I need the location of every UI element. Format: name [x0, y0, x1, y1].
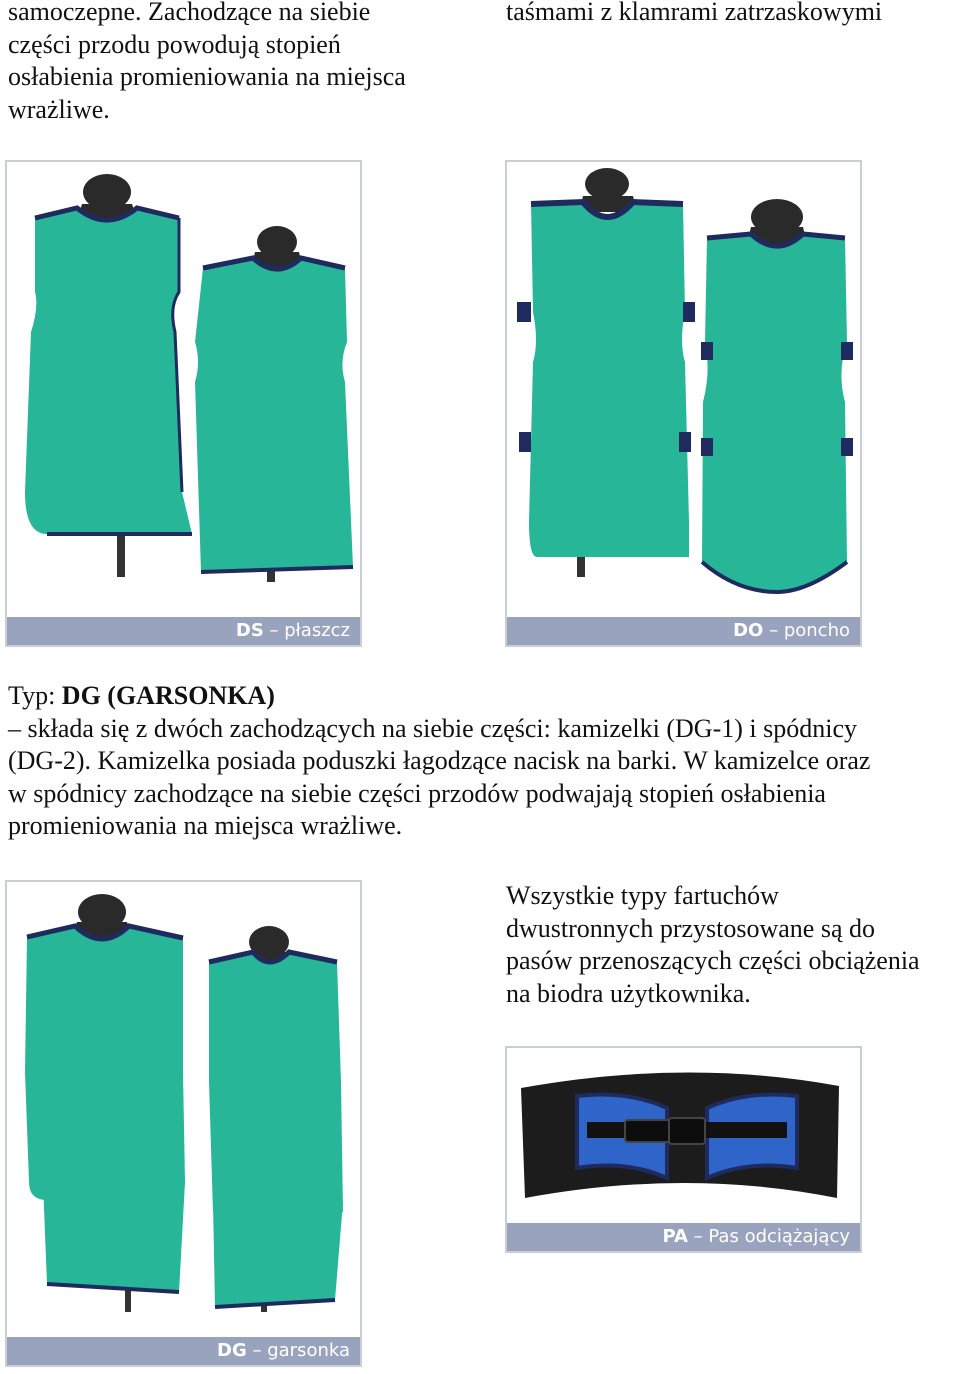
caption-code: DO	[733, 620, 764, 641]
text-line: na biodra użytkownika.	[506, 978, 751, 1008]
caption-separator: –	[269, 620, 279, 641]
photo-pa	[505, 1046, 862, 1253]
apron-dg-image	[7, 882, 362, 1342]
caption-separator: –	[693, 1226, 703, 1247]
caption-dg	[7, 1337, 360, 1365]
text-line: wrażliwe.	[8, 94, 110, 124]
text-line: – składa się z dwóch zachodzących na siebie części: kamizelki (DG-1) i spódnicy	[8, 713, 857, 743]
caption-code: DG	[217, 1340, 247, 1361]
belt-paragraph	[506, 880, 958, 1010]
caption-separator: –	[252, 1340, 262, 1361]
caption-do	[507, 617, 860, 645]
belt-pa-image	[507, 1048, 862, 1228]
text-line: Wszystkie typy fartuchów	[506, 881, 779, 910]
caption-code: DS	[235, 620, 264, 641]
text-line: osłabienia promieniowania na miejsca	[8, 62, 406, 91]
text-line: dwustronnych przystosowane są do	[506, 913, 875, 943]
top-right-text: taśmami z klamrami zatrzaskowymi	[506, 0, 883, 26]
apron-ds-image	[7, 162, 362, 622]
top-left-paragraph	[8, 0, 478, 126]
photo-do	[505, 160, 862, 647]
text-line: części przodu powodują stopień	[8, 29, 341, 59]
type-heading	[8, 680, 958, 713]
caption-name: płaszcz	[284, 620, 350, 641]
photo-ds	[5, 160, 362, 647]
photo-dg	[5, 880, 362, 1367]
caption-pa	[507, 1223, 860, 1251]
text-line: w spódnicy zachodzące na siebie części przodów podwajają stopień osłabienia	[8, 778, 826, 808]
caption-separator: –	[769, 620, 779, 641]
caption-name: garsonka	[267, 1340, 350, 1361]
type-name: DG (GARSONKA)	[61, 681, 275, 710]
apron-do-image	[507, 162, 862, 622]
caption-code: PA	[662, 1226, 688, 1247]
text-line: pasów przenoszących części obciążenia	[506, 946, 920, 975]
caption-name: Pas odciążający	[708, 1226, 850, 1247]
text-line: (DG-2). Kamizelka posiada poduszki łagodzące nacisk na barki. W kamizelce oraz	[8, 746, 871, 775]
caption-ds	[7, 617, 360, 645]
dg-description	[8, 680, 958, 843]
text-line: samoczepne. Zachodzące na siebie	[8, 0, 371, 26]
caption-name: poncho	[783, 620, 850, 641]
text-line: promieniowania na miejsca wrażliwe.	[8, 811, 403, 840]
type-prefix: Typ:	[8, 681, 62, 710]
